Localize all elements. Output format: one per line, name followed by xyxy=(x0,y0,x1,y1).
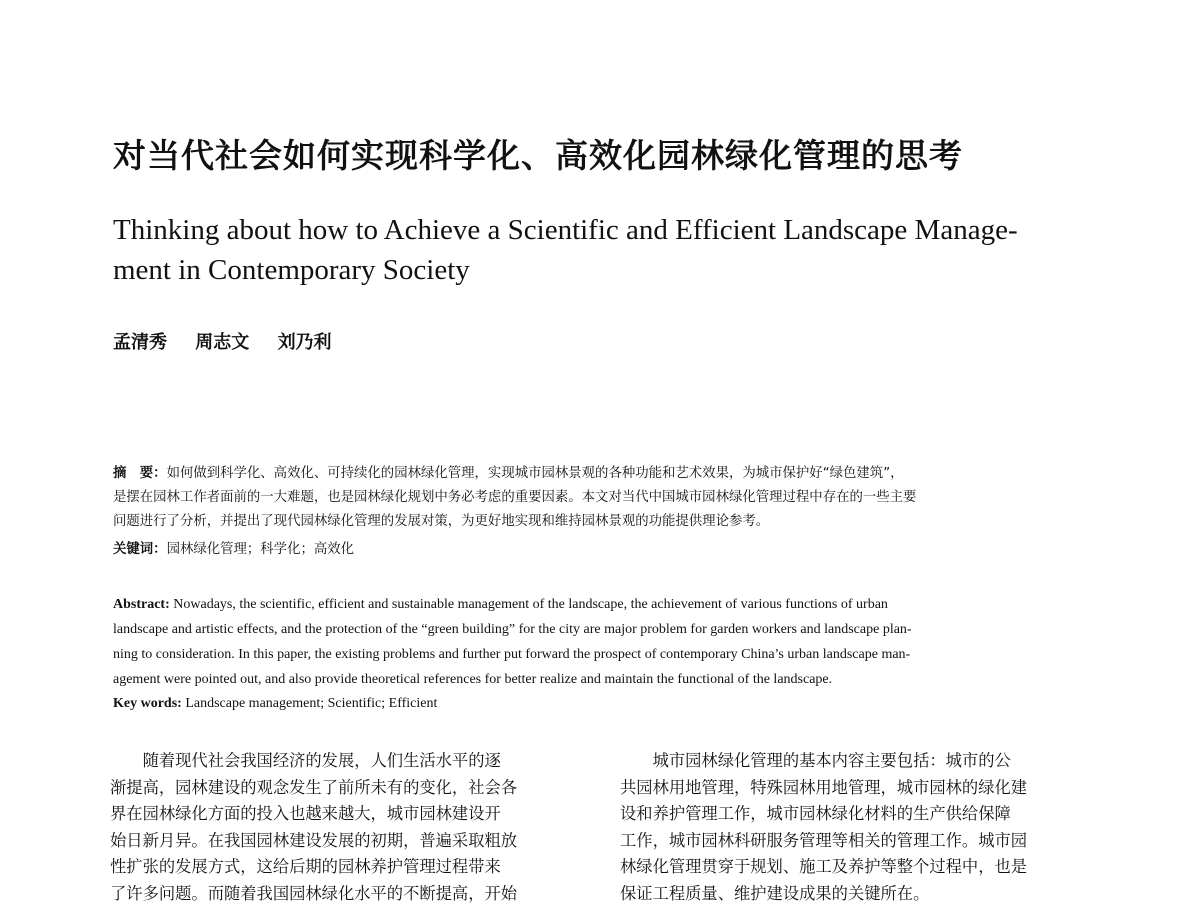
abstract-zh-label: 摘 要： xyxy=(113,466,167,481)
body-line: 渐提高，园林建设的观念发生了前所未有的变化，社会各 xyxy=(110,777,518,797)
english-title-line: ment in Contemporary Society xyxy=(113,254,470,286)
keywords-en-text: Landscape management; Scientific; Efficient xyxy=(181,696,438,711)
author-name: 刘乃利 xyxy=(277,332,332,353)
abstract-zh-line: 问题进行了分析，并提出了现代园林绿化管理的发展对策，为更好地实现和维持园林景观的功能提供理论参考。 xyxy=(113,514,770,529)
english-title xyxy=(113,210,1103,290)
body-line: 林绿化管理贯穿于规划、施工及养护等整个过程中，也是 xyxy=(620,857,1028,876)
body-line: 城市园林绿化管理的基本内容主要包括：城市的公 xyxy=(620,751,1011,770)
body-line: 共园林用地管理，特殊园林用地管理，城市园林的绿化建 xyxy=(620,777,1028,797)
abstract-en-line xyxy=(113,592,1078,617)
abstract-en-text: Nowadays, the scientific, efficient and sustainable management of the landscape, the achievement of various functions of urban xyxy=(169,597,888,612)
keywords-zh-label: 关键词： xyxy=(113,542,167,557)
abstract-en-line: agement were pointed out, and also provide theoretical references for better realize and maintain the functional of the landscape. xyxy=(113,672,833,687)
body-column-right xyxy=(620,748,1075,907)
author-name: 孟清秀 xyxy=(113,332,167,353)
abstract-zh-line xyxy=(113,462,1093,486)
abstract-zh-line: 是摆在园林工作者面前的一大难题，也是园林绿化规划中务必考虑的重要因素。本文对当代中国城市园林绿化管理过程中存在的一些主要 xyxy=(113,490,917,505)
keywords-en xyxy=(113,691,1078,716)
body-line: 随着现代社会我国经济的发展，人们生活水平的逐 xyxy=(110,751,501,770)
keywords-en-label: Key words: xyxy=(113,696,182,711)
body-line: 设和养护管理工作，城市园林绿化材料的生产供给保障 xyxy=(620,804,1011,823)
english-title-line: Thinking about how to Achieve a Scientific and Efficient Landscape Manage- xyxy=(113,214,1018,246)
abstract-en-label: Abstract: xyxy=(113,597,170,612)
keywords-zh xyxy=(113,538,1093,562)
body-column-left xyxy=(110,748,565,907)
page-title: 对当代社会如何实现科学化、高效化园林绿化管理的思考 xyxy=(113,136,963,175)
keywords-zh-text: 园林绿化管理；科学化；高效化 xyxy=(166,542,355,557)
author-list xyxy=(113,328,354,354)
abstract-zh xyxy=(113,462,1093,534)
body-line: 保证工程质量、维护建设成果的关键所在。 xyxy=(620,883,930,903)
author-name: 周志文 xyxy=(195,332,250,353)
body-line: 界在园林绿化方面的投入也越来越大，城市园林建设开 xyxy=(110,804,501,823)
abstract-en xyxy=(113,592,1078,692)
body-line: 始日新月异。在我国园林建设发展的初期，普遍采取粗放 xyxy=(110,830,518,850)
body-line: 工作，城市园林科研服务管理等相关的管理工作。城市园 xyxy=(620,830,1028,850)
abstract-en-line: ning to consideration. In this paper, the existing problems and further put forward the prospect of contemporary China’s urban landscape man- xyxy=(113,647,911,662)
abstract-zh-text: 如何做到科学化、高效化、可持续化的园林绿化管理，实现城市园林景观的各种功能和艺术效果，为城市保护好“绿色建筑”， xyxy=(166,466,904,481)
body-line: 性扩张的发展方式，这给后期的园林养护管理过程带来 xyxy=(110,857,501,876)
body-line: 了许多问题。而随着我国园林绿化水平的不断提高，开始 xyxy=(110,883,518,903)
abstract-en-line: landscape and artistic effects, and the protection of the “green building” for the city are major problem for garden workers and landscape plan- xyxy=(113,622,912,637)
